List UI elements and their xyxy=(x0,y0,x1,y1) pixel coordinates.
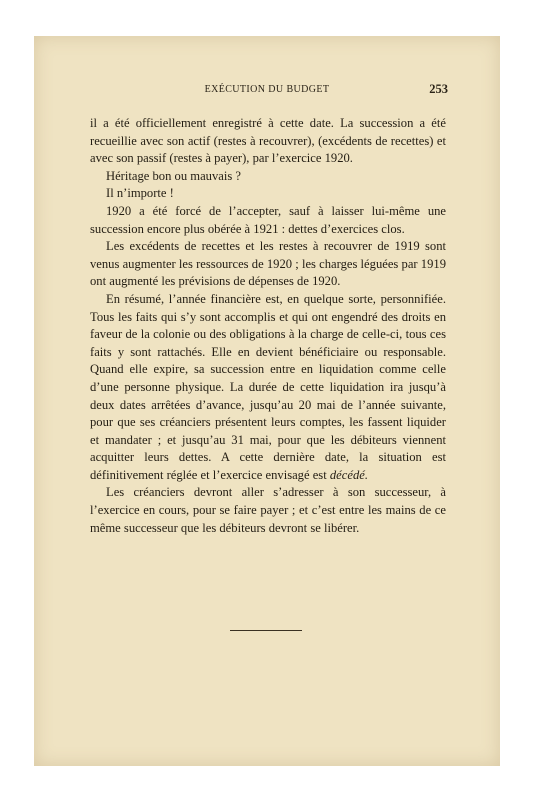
page-header xyxy=(34,84,500,98)
paragraph-6 xyxy=(90,291,446,485)
paragraph-7: Les créanciers devront aller s’adresser à son successeur, à l’exercice en cours, pour se faire payer ; et c’est entre les mains de ce même successeur que les débiteurs devront se libérer. xyxy=(90,485,446,535)
paragraph-1: il a été officiellement enregistré à cette date. La succession a été recueillie avec son actif (restes à recouvrer), (excédents de recettes) et avec son passif (restes à payer), par l’exercice 1920. xyxy=(90,116,446,166)
emphasis-decede: décédé. xyxy=(329,467,368,482)
paragraph-6-text: En résumé, l’année financière est, en quelque sorte, personnifiée. Tous les faits qui s’y sont accomplis et qui ont engendré des droits en faveur de la colonie ou des obligations à la charge de celle-ci, tous ces faits y sont rattachés. Elle en devient bénéficiaire ou responsable. Quand elle expire, sa succession entre en liquidation comme celle d’une personne physique. La durée de cette liquidation ira jusqu’à deux dates arrêtées d’avance, jusqu’au 20 mai de l’année suivante, pour que ses créanciers présentent leurs comptes, les fassent liquider et mandater ; et jusqu’au 31 mai, pour que les débiteurs viennent acquitter leurs dettes. A cette dernière date, la situation est définitivement réglée et l’exercice envisagé est xyxy=(90,291,446,482)
book-page xyxy=(34,36,500,766)
paragraph-3: Il n’importe ! xyxy=(106,186,174,201)
paragraph-2: Héritage bon ou mauvais ? xyxy=(106,168,241,183)
running-head: EXÉCUTION DU BUDGET xyxy=(204,84,330,95)
body-text xyxy=(90,115,446,537)
page-number: 253 xyxy=(429,82,448,96)
paragraph-5: Les excédents de recettes et les restes à recouvrer de 1919 sont venus augmenter les ressources de 1920 ; les charges léguées par 1919 ont augmenté les prévisions de dépenses de 1920. xyxy=(90,239,446,289)
section-end-rule xyxy=(230,630,302,631)
paragraph-4: 1920 a été forcé de l’accepter, sauf à laisser lui-même une succession encore plus obérée à 1921 : dettes d’exercices clos. xyxy=(90,203,446,236)
